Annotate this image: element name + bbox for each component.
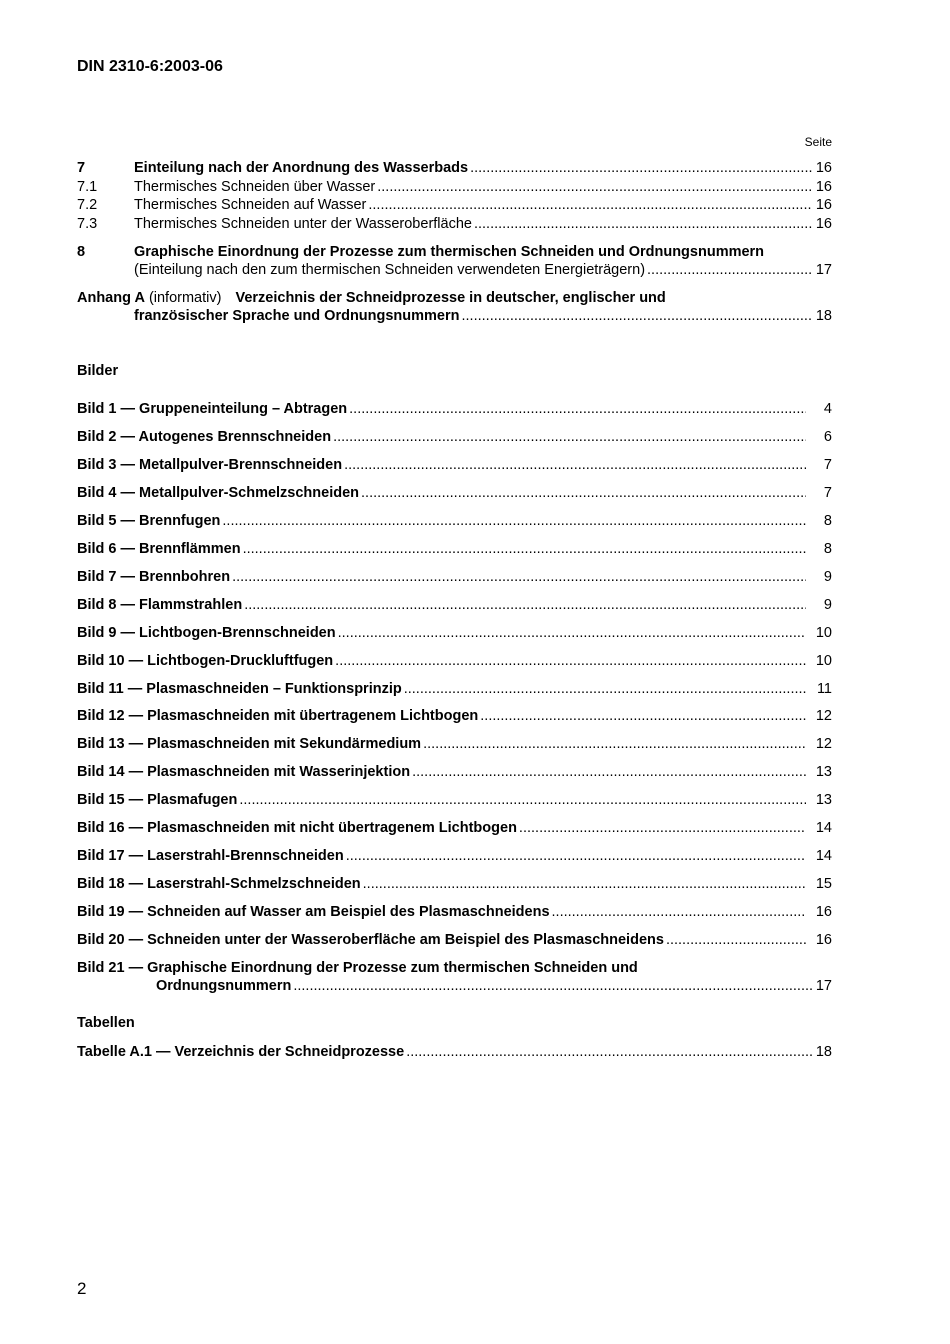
figure-title: Bild 10 — Lichtbogen-Druckluftfugen — [77, 653, 334, 669]
figure-entry[interactable] — [77, 540, 832, 558]
leader-dots — [368, 196, 811, 214]
toc-title: Thermisches Schneiden unter der Wasseroberfläche — [134, 216, 472, 232]
figure-page: 14 — [815, 848, 832, 864]
toc-entry[interactable] — [77, 178, 832, 196]
annex-title: Verzeichnis der Schneidprozesse in deutscher, englischer und — [235, 290, 666, 306]
figure-title: Bild 1 — Gruppeneinteilung – Abtragen — [77, 401, 348, 417]
toc-page: 16 — [815, 197, 832, 213]
figure-title: Bild 2 — Autogenes Brennschneiden — [77, 429, 332, 445]
toc-number: 7 — [77, 160, 86, 176]
figure-entry-21-continuation[interactable] — [156, 977, 832, 995]
leader-dots — [243, 540, 806, 558]
leader-dots — [412, 763, 806, 781]
figure-title: Bild 13 — Plasmaschneiden mit Sekundärmedium — [77, 736, 422, 752]
leader-dots — [470, 159, 812, 177]
figure-entry[interactable] — [77, 456, 832, 474]
leader-dots — [474, 215, 812, 233]
figure-title: Bild 7 — Brennbohren — [77, 569, 231, 585]
toc-title: Thermisches Schneiden auf Wasser — [134, 197, 367, 213]
figure-title: Bild 21 — Graphische Einordnung der Prozesse zum thermischen Schneiden und — [77, 960, 638, 976]
toc-entry[interactable] — [77, 159, 832, 177]
figure-entry[interactable] — [77, 400, 832, 418]
leader-dots — [244, 596, 806, 614]
figure-title-2: Ordnungsnummern — [156, 978, 292, 994]
figure-page: 17 — [815, 978, 832, 994]
figure-entry[interactable] — [77, 763, 832, 781]
table-entry[interactable] — [77, 1043, 832, 1061]
annex-title-2: französischer Sprache und Ordnungsnummern — [134, 308, 460, 324]
leader-dots — [404, 680, 806, 698]
toc-subtitle: (Einteilung nach den zum thermischen Schneiden verwendeten Energieträgern) — [134, 262, 646, 278]
annex-label: Anhang A — [77, 290, 145, 306]
figure-entry[interactable] — [77, 931, 832, 949]
table-page: 18 — [815, 1044, 832, 1060]
figure-page: 15 — [815, 876, 832, 892]
figure-entry[interactable] — [77, 680, 832, 698]
leader-dots — [552, 903, 806, 921]
toc-entry[interactable] — [77, 196, 832, 214]
figure-title: Bild 4 — Metallpulver-Schmelzschneiden — [77, 485, 360, 501]
leader-dots — [335, 652, 806, 670]
figure-title: Bild 9 — Lichtbogen-Brennschneiden — [77, 625, 336, 641]
document-header: DIN 2310-6:2003-06 — [77, 58, 223, 75]
leader-dots — [406, 1043, 812, 1061]
table-title: Tabelle A.1 — Verzeichnis der Schneidprozesse — [77, 1044, 405, 1060]
figure-page: 10 — [815, 625, 832, 641]
annex-informative: (informativ) — [148, 290, 222, 306]
toc-number: 8 — [77, 244, 86, 260]
figure-title: Bild 16 — Plasmaschneiden mit nicht übertragenem Lichtbogen — [77, 820, 517, 836]
figure-page: 13 — [815, 764, 832, 780]
toc-page: 18 — [815, 308, 832, 324]
figure-page: 7 — [823, 457, 832, 473]
figure-entry[interactable] — [77, 819, 832, 837]
figure-page: 6 — [823, 429, 832, 445]
figure-entry[interactable] — [77, 735, 832, 753]
figure-page: 9 — [823, 569, 832, 585]
figure-entry[interactable] — [77, 428, 832, 446]
figure-page: 8 — [823, 541, 832, 557]
figure-title: Bild 3 — Metallpulver-Brennschneiden — [77, 457, 343, 473]
figure-page: 16 — [815, 932, 832, 948]
figure-page: 7 — [823, 485, 832, 501]
leader-dots — [338, 624, 806, 642]
toc-number: 7.1 — [77, 179, 98, 195]
figure-title: Bild 8 — Flammstrahlen — [77, 597, 243, 613]
figure-title: Bild 15 — Plasmafugen — [77, 792, 238, 808]
toc-number: 7.3 — [77, 216, 98, 232]
toc-title: Einteilung nach der Anordnung des Wasserbads — [134, 160, 469, 176]
toc-page: 16 — [815, 160, 832, 176]
figure-entry[interactable] — [77, 903, 832, 921]
figure-title: Bild 17 — Laserstrahl-Brennschneiden — [77, 848, 344, 864]
leader-dots — [232, 568, 806, 586]
figure-entry[interactable] — [77, 652, 832, 670]
figure-page: 11 — [816, 681, 832, 697]
bilder-heading: Bilder — [77, 363, 119, 379]
leader-dots — [239, 791, 806, 809]
figure-title: Bild 6 — Brennflämmen — [77, 541, 241, 557]
figure-page: 14 — [815, 820, 832, 836]
toc-title: Thermisches Schneiden über Wasser — [134, 179, 376, 195]
figure-title: Bild 5 — Brennfugen — [77, 513, 221, 529]
leader-dots — [349, 400, 806, 418]
figure-title: Bild 11 — Plasmaschneiden – Funktionsprinzip — [77, 681, 402, 697]
figure-page: 12 — [815, 736, 832, 752]
toc-page: 16 — [815, 216, 832, 232]
figure-entry[interactable] — [77, 596, 832, 614]
page-number: 2 — [77, 1279, 87, 1298]
figure-entry[interactable] — [77, 624, 832, 642]
leader-dots — [222, 512, 806, 530]
toc-page: 16 — [815, 179, 832, 195]
toc-title: Graphische Einordnung der Prozesse zum thermischen Schneiden und Ordnungsnummern — [134, 244, 765, 260]
figure-entry[interactable] — [77, 875, 832, 893]
figure-entry-21[interactable] — [77, 959, 832, 977]
figure-page: 4 — [823, 401, 832, 417]
leader-dots — [344, 456, 806, 474]
figure-title: Bild 19 — Schneiden auf Wasser am Beispiel des Plasmaschneidens — [77, 904, 550, 920]
leader-dots — [346, 847, 806, 865]
figure-page: 13 — [815, 792, 832, 808]
leader-dots — [361, 484, 806, 502]
figure-page: 8 — [823, 513, 832, 529]
leader-dots — [647, 261, 812, 279]
figure-entry[interactable] — [77, 512, 832, 530]
leader-dots — [462, 307, 812, 325]
figure-title: Bild 14 — Plasmaschneiden mit Wasserinjektion — [77, 764, 411, 780]
toc-entry[interactable] — [77, 215, 832, 233]
toc-entry-8[interactable] — [77, 243, 832, 261]
leader-dots — [363, 875, 806, 893]
figure-entry[interactable] — [77, 707, 832, 725]
figure-page: 9 — [823, 597, 832, 613]
tabellen-heading: Tabellen — [77, 1015, 135, 1031]
leader-dots — [423, 735, 806, 753]
figure-entry[interactable] — [77, 568, 832, 586]
toc-page: 17 — [815, 262, 832, 278]
figure-entry[interactable] — [77, 847, 832, 865]
leader-dots — [293, 977, 812, 995]
figure-title: Bild 12 — Plasmaschneiden mit übertragenem Lichtbogen — [77, 708, 479, 724]
leader-dots — [480, 707, 806, 725]
figure-title: Bild 18 — Laserstrahl-Schmelzschneiden — [77, 876, 361, 892]
toc-number: 7.2 — [77, 197, 98, 213]
figure-page: 16 — [815, 904, 832, 920]
leader-dots — [519, 819, 806, 837]
toc-annex-continuation[interactable] — [134, 307, 832, 325]
seite-label: Seite — [804, 135, 832, 149]
figure-page: 10 — [815, 653, 832, 669]
toc-entry-8-continuation[interactable] — [134, 261, 832, 279]
toc-annex[interactable] — [77, 289, 832, 307]
figure-page: 12 — [815, 708, 832, 724]
leader-dots — [377, 178, 812, 196]
figure-title: Bild 20 — Schneiden unter der Wasseroberfläche am Beispiel des Plasmaschneidens — [77, 932, 664, 948]
leader-dots — [333, 428, 806, 446]
figure-entry[interactable] — [77, 484, 832, 502]
leader-dots — [666, 931, 806, 949]
figure-entry[interactable] — [77, 791, 832, 809]
